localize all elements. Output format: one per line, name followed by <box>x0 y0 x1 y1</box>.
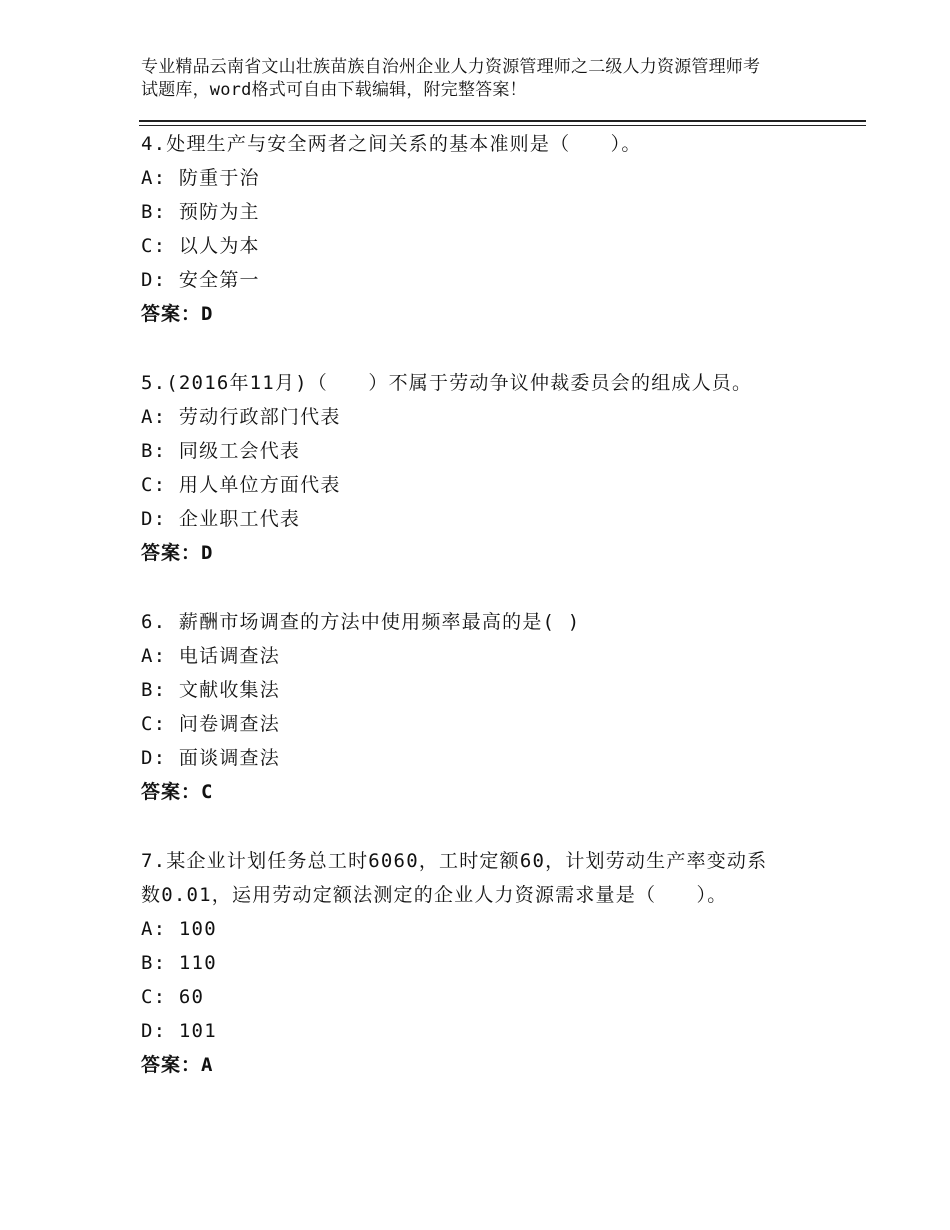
option-c: C: 用人单位方面代表 <box>141 474 341 496</box>
option-a: A: 劳动行政部门代表 <box>141 406 341 428</box>
header-divider-thin <box>139 125 866 126</box>
option-b: B: 预防为主 <box>141 201 260 223</box>
question-stem-line-2: 数0.01，运用劳动定额法测定的企业人力资源需求量是（ ）。 <box>141 884 728 906</box>
option-d: D: 面谈调查法 <box>141 747 280 769</box>
answer-label: 答案： <box>141 781 202 803</box>
answer-label: 答案： <box>141 303 202 325</box>
document-header <box>141 56 841 102</box>
header-divider-thick <box>139 120 866 122</box>
option-b: B: 110 <box>141 952 217 974</box>
question-block <box>141 366 841 570</box>
question-stem: 6. 薪酬市场调查的方法中使用频率最高的是( ) <box>141 611 581 633</box>
answer-value: D <box>201 303 214 325</box>
option-d: D: 企业职工代表 <box>141 508 301 530</box>
option-b: B: 文献收集法 <box>141 679 280 701</box>
answer-label: 答案： <box>141 1054 202 1076</box>
option-c: C: 问卷调查法 <box>141 713 280 735</box>
question-stem: 4.处理生产与安全两者之间关系的基本准则是（ ）。 <box>141 133 642 155</box>
answer-value: A <box>201 1054 214 1076</box>
answer-label: 答案： <box>141 542 202 564</box>
header-title-line-2: 试题库，word格式可自由下载编辑，附完整答案！ <box>141 80 527 100</box>
question-block <box>141 844 841 1082</box>
answer-value: D <box>201 542 214 564</box>
answer-line <box>141 1048 841 1082</box>
option-b: B: 同级工会代表 <box>141 440 301 462</box>
question-stem-line-1: 7.某企业计划任务总工时6060，工时定额60，计划劳动生产率变动系 <box>141 850 768 872</box>
option-a: A: 100 <box>141 918 217 940</box>
question-block <box>141 605 841 809</box>
option-d: D: 安全第一 <box>141 269 260 291</box>
option-a: A: 防重于治 <box>141 167 260 189</box>
question-stem: 5.(2016年11月)（ ）不属于劳动争议仲裁委员会的组成人员。 <box>141 372 753 394</box>
option-d: D: 101 <box>141 1020 217 1042</box>
header-title-line-1: 专业精品云南省文山壮族苗族自治州企业人力资源管理师之二级人力资源管理师考 <box>141 57 761 77</box>
answer-line <box>141 536 841 570</box>
answer-value: C <box>201 781 214 803</box>
option-c: C: 以人为本 <box>141 235 260 257</box>
option-a: A: 电话调查法 <box>141 645 280 667</box>
option-c: C: 60 <box>141 986 205 1008</box>
question-block <box>141 127 841 331</box>
answer-line <box>141 775 841 809</box>
answer-line <box>141 297 841 331</box>
